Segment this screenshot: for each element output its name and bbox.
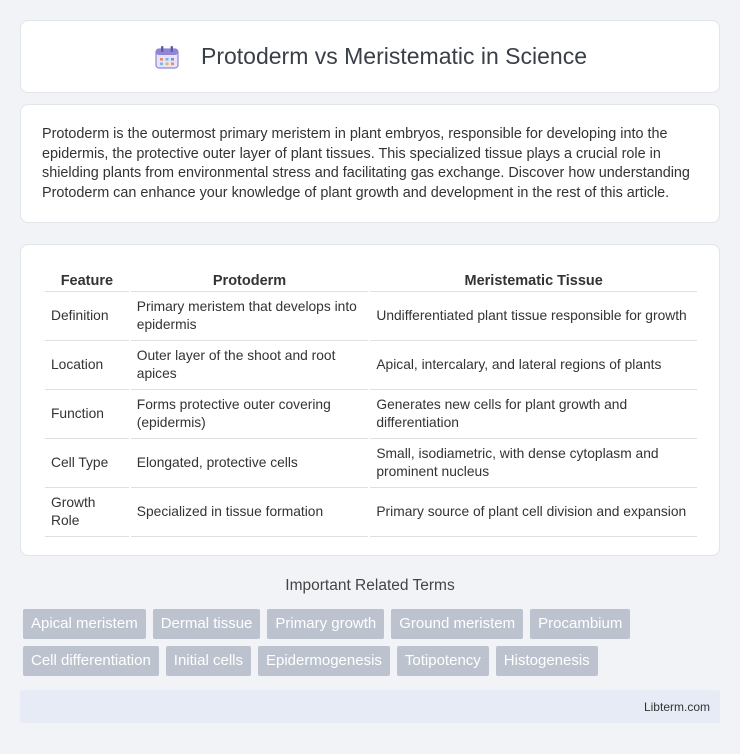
row-protoderm: Elongated, protective cells (131, 439, 369, 488)
term-tag[interactable]: Procambium (530, 609, 630, 639)
table-row (45, 292, 697, 341)
term-tag[interactable]: Epidermogenesis (258, 646, 390, 676)
term-tag[interactable]: Primary growth (267, 609, 384, 639)
term-tag[interactable]: Histogenesis (496, 646, 598, 676)
row-feature: Cell Type (45, 439, 129, 488)
table-row (45, 439, 697, 488)
term-tag[interactable]: Ground meristem (391, 609, 523, 639)
term-tag[interactable]: Totipotency (397, 646, 489, 676)
row-meristematic: Generates new cells for plant growth and differentiation (370, 390, 697, 439)
header-protoderm: Protoderm (131, 265, 369, 292)
header-meristematic: Meristematic Tissue (370, 265, 697, 292)
row-feature: Growth Role (45, 488, 129, 537)
row-protoderm: Primary meristem that develops into epidermis (131, 292, 369, 341)
calendar-icon (153, 43, 181, 71)
footer (20, 690, 720, 723)
header-card (20, 20, 720, 93)
row-feature: Function (45, 390, 129, 439)
row-protoderm: Forms protective outer covering (epidermis) (131, 390, 369, 439)
term-tag[interactable]: Apical meristem (23, 609, 146, 639)
term-tag[interactable]: Cell differentiation (23, 646, 159, 676)
related-terms-row (23, 609, 723, 639)
table-header-row (45, 265, 697, 292)
row-feature: Location (45, 341, 129, 390)
row-meristematic: Small, isodiametric, with dense cytoplasm and prominent nucleus (370, 439, 697, 488)
header-feature: Feature (45, 265, 129, 292)
intro-card (20, 104, 720, 223)
related-terms-row (23, 646, 723, 676)
table-row (45, 341, 697, 390)
footer-site-link[interactable]: Libterm.com (643, 699, 710, 714)
row-meristematic: Apical, intercalary, and lateral regions of plants (370, 341, 697, 390)
intro-paragraph: Protoderm is the outermost primary meristem in plant embryos, responsible for developing into the epidermis, the protective outer layer of plant tissues. This specialized tissue plays a crucial role in shielding plants from environmental stress and facilitating gas exchange. Discover how understanding Protoderm can enhance your knowledge of plant growth and development in the rest of this article. (42, 126, 690, 201)
row-protoderm: Outer layer of the shoot and root apices (131, 341, 369, 390)
title-wrap (153, 43, 587, 71)
related-terms-title: Important Related Terms (285, 577, 455, 594)
table-row (45, 488, 697, 537)
term-tag[interactable]: Initial cells (166, 646, 251, 676)
comparison-table (43, 265, 699, 537)
row-protoderm: Specialized in tissue formation (131, 488, 369, 537)
page-title: Protoderm vs Meristematic in Science (200, 43, 587, 69)
row-feature: Definition (45, 292, 129, 341)
term-tag[interactable]: Dermal tissue (153, 609, 261, 639)
comparison-table-card (20, 244, 720, 556)
table-row (45, 390, 697, 439)
row-meristematic: Primary source of plant cell division and expansion (370, 488, 697, 537)
row-meristematic: Undifferentiated plant tissue responsible for growth (370, 292, 697, 341)
